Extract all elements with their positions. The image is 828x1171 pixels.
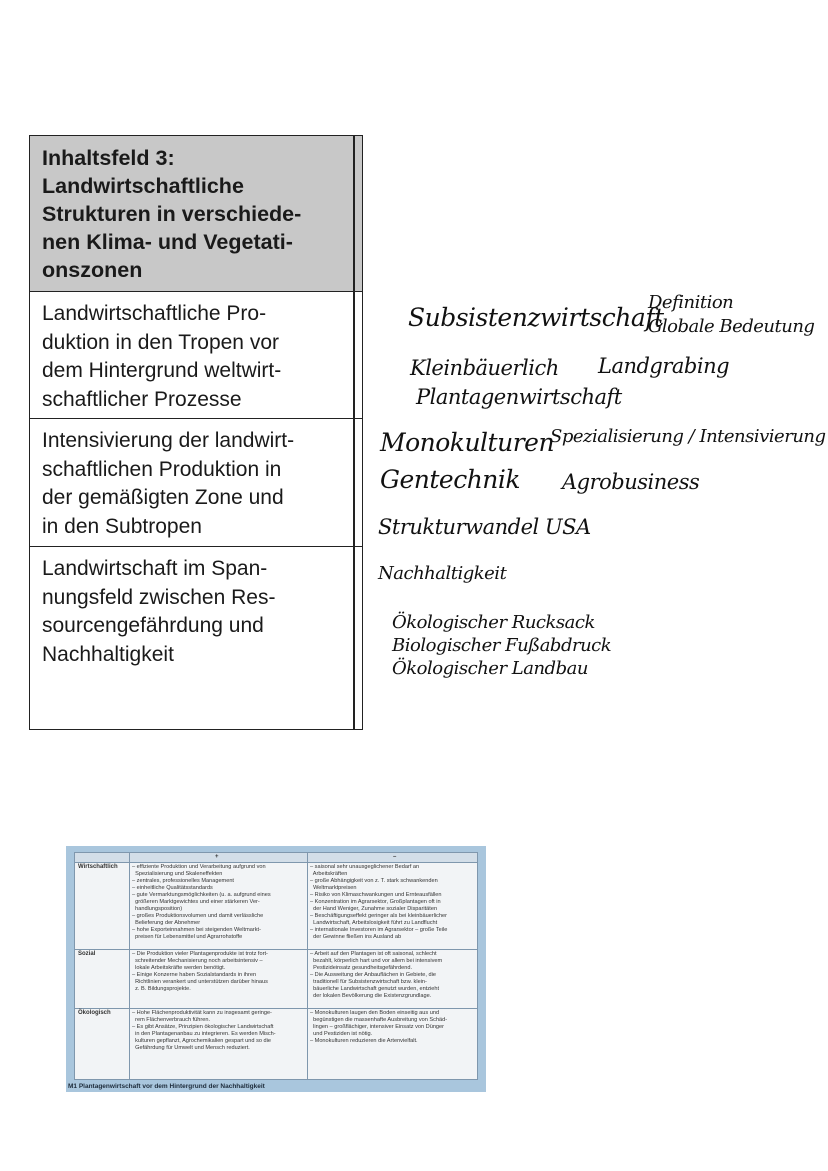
row-line: in den Subtropen — [42, 514, 202, 538]
scanned-table — [74, 852, 478, 1080]
header-line: Inhaltsfeld 3: — [42, 146, 175, 170]
row-line: dem Hintergrund weltwirt- — [42, 359, 282, 382]
row-line: duktion in den Tropen vor — [42, 330, 279, 354]
con-column-header: – — [393, 854, 397, 860]
pro-cell: – Die Produktion vieler Plantagenprodukte ist trotz fort- schreitender Mechanisierung noch arbeitsintensiv – lokale Arbeitskräfte werden benötigt. – Einige Konzerne haben Sozialstandards in ihren Richtlinien verankert und unterstützen darüber hinaus z. B. Bildungsprojekte. — [132, 951, 268, 992]
row-line: Landwirtschaft im Span- — [42, 557, 268, 580]
handwritten-note: Definition — [648, 292, 734, 313]
handwritten-note: Nachhaltigkeit — [378, 563, 507, 584]
handwritten-note: Monokulturen — [380, 428, 555, 457]
handwritten-note: Subsistenzwirtschaft — [408, 303, 664, 332]
scanned-table-header — [75, 853, 477, 863]
header-line: Landwirtschaftliche — [42, 174, 244, 198]
handwritten-note: Spezialisierung / Intensivierung — [550, 426, 826, 447]
pro-cell: – effiziente Produktion und Verarbeitung aufgrund von Spezialisierung und Skaleneffekten – zentrales, professionelles Management – einheitliche Qualitätsstandards – gute Vermarktungsmöglichkeiten (u. a. aufgrund eines größeren Marktgewichtes und einer stärkeren Ver- handlungsposition) – großes Produktionsvolumen und damit verlässliche Belieferung der Abnehmer – hohe Exporteinnahmen bei steigenden Weltmarkt- preisen für Lebensmittel und Agrarrohstoffe — [132, 864, 271, 940]
con-cell: – Arbeit auf den Plantagen ist oft saisonal, schlecht bezahlt, körperlich hart und vor allem bei intensivem Pestizideinsatz gesundheitsgefährdend. – Die Ausweitung der Anbauflächen in Gebiete, die traditionell für Subsistenzwirtschaft bzw. klein- bäuerliche Landwirtschaft genutzt wurden, entzieht der lokalen Bevölkerung die Existenzgrundlage. — [310, 951, 443, 999]
header-line: Strukturen in verschiede- — [42, 202, 302, 226]
row-label: Sozial — [78, 951, 96, 957]
row-line: Nachhaltigkeit — [42, 642, 174, 666]
row-label: Ökologisch — [78, 1010, 111, 1016]
handwritten-note: Globale Bedeutung — [648, 316, 815, 337]
row-label: Wirtschaftlich — [78, 864, 118, 870]
curriculum-table — [29, 135, 363, 730]
handwritten-note: Ökologischer Rucksack — [392, 612, 595, 633]
pro-cell: – Hohe Flächenproduktivität kann zu insgesamt geringe- rem Flächenverbrauch führen. – Es gibt Ansätze, Prinzipien ökologischer Landwirtschaft in den Plantagenanbau zu integrieren. Es werden Misch- kulturen gepflanzt, Agrochemikalien gespart und so die Gefährdung für Umwelt und Mensch reduziert. — [132, 1010, 276, 1051]
handwritten-note: Strukturwandel USA — [378, 515, 591, 539]
handwritten-note: Agrobusiness — [562, 470, 700, 494]
table-header — [29, 135, 363, 292]
row-line: nungsfeld zwischen Res- — [42, 585, 276, 609]
handwritten-note: Kleinbäuerlich — [410, 356, 559, 380]
row-line: sourcengefährdung und — [42, 614, 264, 637]
row-line: Intensivierung der landwirt- — [42, 429, 295, 452]
table-divider — [353, 135, 355, 730]
row-line: der gemäßigten Zone und — [42, 486, 284, 509]
handwritten-note: Ökologischer Landbau — [392, 658, 588, 679]
pro-column-header: + — [215, 854, 219, 860]
row-line: Landwirtschaftliche Pro- — [42, 302, 267, 325]
scan-caption: M1 Plantagenwirtschaft vor dem Hintergrund der Nachhaltigkeit — [68, 1083, 265, 1090]
table-row — [29, 291, 363, 419]
con-cell: – Monokulturen laugen den Boden einseitig aus und begünstigen die massenhafte Ausbreitung von Schäd- lingen – großflächiger, intensiver Einsatz von Dünger und Pestiziden ist nötig. – Monokulturen reduzieren die Artenvielfalt. — [310, 1010, 448, 1044]
row-line: schaftlicher Prozesse — [42, 387, 242, 411]
header-line: onszonen — [42, 258, 143, 282]
row-line: schaftlichen Produktion in — [42, 457, 282, 481]
con-cell: – saisonal sehr unausgeglichener Bedarf an Arbeitskräften – große Abhängigkeit von z. T. stark schwankenden Weltmarktpreisen – Risiko von Klimaschwankungen und Ernteausfällen – Konzentration im Agrarsektor, Großplantagen oft in der Hand Weniger, Zunahme sozialer Disparitäten – Beschäftigungseffekt geringer als bei kleinbäuerlicher Landwirtschaft, Arbeitslosigkeit führt zu Landflucht – internationale Investoren im Agrarsektor – große Teile der Gewinne fließen ins Ausland ab — [310, 864, 448, 940]
handwritten-note: Biologischer Fußabdruck — [392, 635, 612, 656]
header-line: nen Klima- und Vegetati- — [42, 230, 293, 254]
table-row — [29, 546, 363, 730]
table-row — [29, 418, 363, 547]
handwritten-note: Gentechnik — [380, 465, 521, 494]
scanned-table-image — [66, 846, 486, 1092]
handwritten-note: Plantagenwirtschaft — [416, 385, 622, 409]
handwritten-note: Landgrabing — [598, 354, 730, 378]
